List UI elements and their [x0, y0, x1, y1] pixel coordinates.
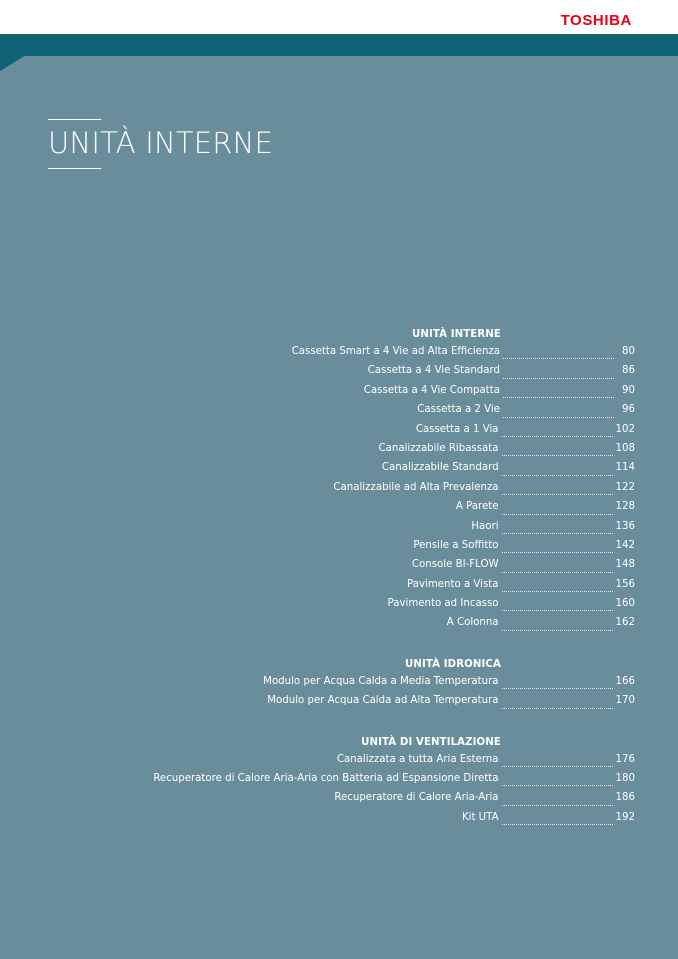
toc-entry[interactable]: [140, 676, 635, 695]
toc-leader-dots: [502, 609, 613, 611]
toc-leader-dots: [503, 396, 614, 398]
toc-section-heading: UNITÀ IDRONICA: [404, 658, 501, 670]
toc-entry-page-number: 108: [615, 442, 635, 454]
toc-entry-label: Cassetta a 4 Vie Standard: [367, 365, 500, 377]
toshiba-logo: TOSHIBA: [560, 12, 632, 29]
toc-entry[interactable]: [140, 365, 635, 384]
toc-entry-label: Canalizzabile Ribassata: [378, 442, 499, 454]
toc-entry-label: Modulo per Acqua Calda ad Alta Temperatura: [267, 695, 499, 707]
toc-section: [140, 327, 635, 637]
toc-entry[interactable]: [140, 443, 635, 462]
toc-entry[interactable]: [140, 695, 635, 714]
toc-entry-page-number: 142: [615, 539, 635, 551]
toc-entry-label: Modulo per Acqua Calda a Media Temperatura: [263, 675, 499, 687]
toc-entry-label: Cassetta a 2 Vie: [417, 404, 500, 416]
toc-entry-label: Pensile a Soffitto: [413, 539, 499, 551]
header-bar: [0, 0, 678, 34]
toc-entry-label: Cassetta Smart a 4 Vie ad Alta Efficienza: [291, 346, 500, 357]
toc-entry[interactable]: [140, 792, 635, 811]
toc-entry-label: Haori: [471, 520, 499, 532]
toc-leader-dots: [502, 551, 613, 553]
toc-leader-dots: [502, 784, 613, 786]
toc-entry[interactable]: [140, 598, 635, 617]
toc-leader-dots: [503, 416, 614, 418]
toc-entry-label: A Parete: [455, 501, 499, 513]
toc-entry-page-number: 160: [615, 598, 635, 610]
toc-section-heading: UNITÀ INTERNE: [411, 329, 501, 340]
toc-entry[interactable]: [140, 540, 635, 559]
toc-entry-page-number: 162: [615, 617, 635, 629]
toc-leader-dots: [503, 377, 614, 379]
toc-entry[interactable]: [140, 462, 635, 481]
toc-section: [140, 735, 635, 832]
toc-section-heading: UNITÀ DI VENTILAZIONE: [361, 736, 501, 748]
toc-entry[interactable]: [140, 501, 635, 520]
toc-entry[interactable]: [140, 346, 635, 365]
toc-entry-page-number: 90: [622, 384, 635, 396]
toc-entry[interactable]: [140, 559, 635, 578]
band-corner-accent: [0, 55, 26, 71]
toc-entry-page-number: 170: [615, 695, 635, 707]
toc-entry-page-number: 166: [615, 675, 635, 687]
toc-entry-label: Cassetta a 4 Vie Compatta: [363, 384, 500, 396]
toc-entry-label: Recuperatore di Calore Aria-Aria: [334, 792, 499, 804]
toc-entry-page-number: 86: [622, 365, 635, 377]
toc-entry[interactable]: [140, 482, 635, 501]
toc-entry[interactable]: [140, 579, 635, 598]
toc-entry-page-number: 192: [615, 811, 635, 823]
toc-entry[interactable]: [140, 404, 635, 423]
toc-entry-page-number: 114: [615, 462, 635, 474]
toc-entry-label: Recuperatore di Calore Aria-Aria con Batteria ad Espansione Diretta: [153, 773, 499, 785]
toc-entry[interactable]: [140, 754, 635, 773]
toc-entry-page-number: 80: [622, 346, 635, 357]
toc-entry[interactable]: [140, 773, 635, 792]
toc-entry-page-number: 122: [615, 481, 635, 493]
toc-entry-page-number: 180: [615, 773, 635, 785]
toc-entry-page-number: 136: [615, 520, 635, 532]
toc-entry-page-number: 186: [615, 792, 635, 804]
toc-entry[interactable]: [140, 812, 635, 831]
toc-entry[interactable]: [140, 424, 635, 443]
toc-leader-dots: [502, 435, 613, 437]
toc-leader-dots: [502, 493, 613, 495]
toc-entry-label: Console BI-FLOW: [411, 559, 499, 571]
toc-entry-page-number: 148: [615, 559, 635, 571]
title-rule-bottom: [48, 168, 101, 169]
toc-entry-label: Kit UTA: [461, 811, 499, 823]
toc-entry-page-number: 128: [615, 501, 635, 513]
toc-entry-label: Pavimento a Vista: [407, 578, 499, 590]
toc-entry-page-number: 102: [615, 423, 635, 435]
toc-leader-dots: [502, 707, 613, 709]
toc-leader-dots: [502, 571, 613, 573]
toc-entry-page-number: 96: [622, 404, 635, 416]
header-band: [0, 34, 678, 56]
toc-entry-page-number: 156: [615, 578, 635, 590]
toc-leader-dots: [502, 765, 613, 767]
toc-leader-dots: [502, 590, 613, 592]
toc-entry-label: Canalizzabile ad Alta Prevalenza: [333, 481, 499, 493]
toc-entry-label: Canalizzata a tutta Aria Esterna: [336, 753, 499, 765]
toc-entry-label: Cassetta a 1 Via: [415, 423, 499, 435]
page-title: UNITÀ INTERNE: [48, 126, 274, 160]
toc-entry[interactable]: [140, 385, 635, 404]
toc-entry[interactable]: [140, 617, 635, 636]
toc-leader-dots: [502, 823, 613, 825]
toc-entry-label: A Colonna: [446, 617, 499, 629]
toc-entry-page-number: 176: [615, 753, 635, 765]
toc-leader-dots: [502, 532, 613, 534]
toc-leader-dots: [503, 357, 614, 359]
table-of-contents: [140, 327, 635, 851]
toc-leader-dots: [502, 513, 613, 515]
toc-leader-dots: [502, 454, 613, 456]
toc-section: [140, 657, 635, 715]
toc-entry-label: Pavimento ad Incasso: [387, 598, 499, 610]
toc-leader-dots: [502, 804, 613, 806]
title-rule-top: [48, 119, 101, 120]
toc-entry[interactable]: [140, 521, 635, 540]
toc-leader-dots: [502, 687, 613, 689]
toc-leader-dots: [502, 629, 613, 631]
toc-leader-dots: [502, 474, 613, 476]
toc-entry-label: Canalizzabile Standard: [381, 462, 499, 474]
